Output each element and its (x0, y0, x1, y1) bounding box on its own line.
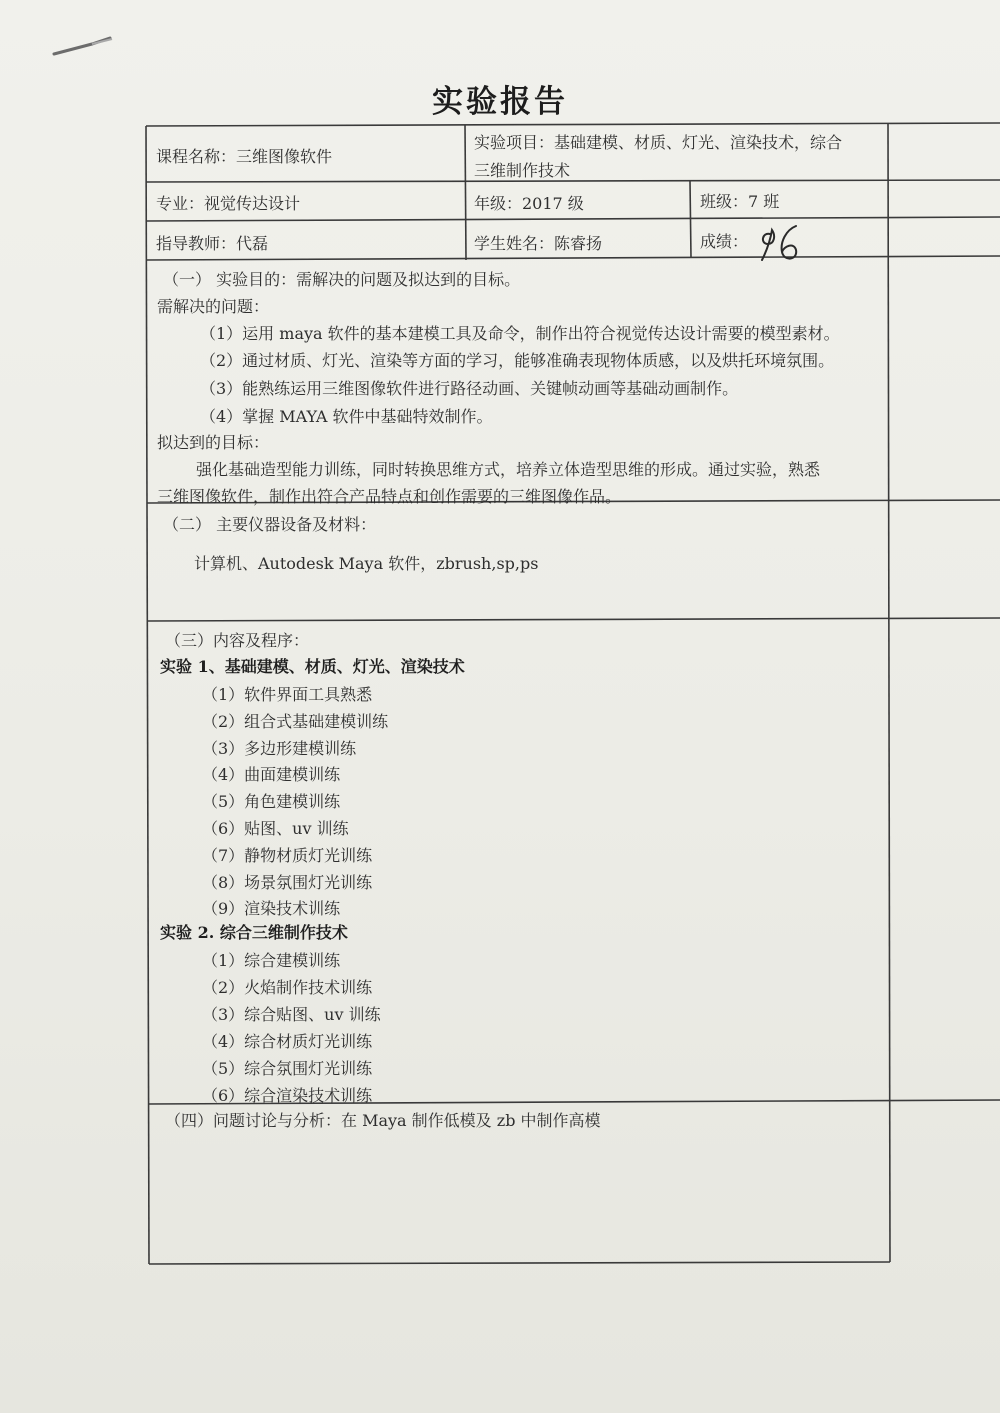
project-line-2: 三维制作技术 (474, 161, 571, 180)
list-item: （2）火焰制作技术训练 (202, 978, 373, 997)
project-line-1: 实验项目：基础建模、材质、灯光、渲染技术，综合 (474, 133, 843, 152)
problem-item: （1）运用 maya 软件的基本建模工具及命令，制作出符合视觉传达设计需要的模型素材。 (200, 324, 840, 343)
list-item: （5）角色建模训练 (202, 792, 341, 812)
experiment2-list (202, 948, 381, 1110)
problem-item: （3）能熟练运用三维图像软件进行路径动画、关键帧动画等基础动画制作。 (200, 379, 739, 398)
goals-label: 拟达到的目标： (157, 433, 270, 452)
section2-heading: （二） 主要仪器设备及材料： (163, 515, 377, 534)
list-item: （7）静物材质灯光训练 (202, 845, 373, 865)
experiment1-list (202, 682, 388, 923)
list-item: （5）综合氛围灯光训练 (202, 1059, 373, 1078)
section4-heading: （四）问题讨论与分析：在 Maya 制作低模及 zb 中制作高模 (165, 1111, 601, 1130)
score-label: 成绩： (700, 232, 749, 251)
section1-heading: （一） 实验目的：需解决的问题及拟达到的目标。 (163, 270, 521, 289)
problem-item: （2）通过材质、灯光、渲染等方面的学习，能够准确表现物体质感，以及烘托环境氛围。 (200, 351, 835, 370)
teacher-field: 指导教师：代磊 (156, 234, 269, 253)
list-item: （6）贴图、uv 训练 (202, 818, 349, 838)
list-item: （4）曲面建模训练 (202, 765, 341, 785)
problem-item: （4）掌握 MAYA 软件中基础特效制作。 (200, 407, 493, 426)
list-item: （6）综合渲染技术训练 (202, 1086, 373, 1105)
list-item: （1）软件界面工具熟悉 (202, 685, 373, 704)
goal-line-2: 三维图像软件，制作出符合产品特点和创作需要的三维图像作品。 (157, 487, 622, 506)
list-item: （2）组合式基础建模训练 (202, 711, 389, 731)
year-field: 年级：2017 级 (474, 194, 584, 213)
list-item: （3）综合贴图、uv 训练 (202, 1005, 381, 1024)
staple-mark (52, 34, 116, 58)
equipment-list: 计算机、Autodesk Maya 软件，zbrush,sp,ps (194, 554, 539, 573)
list-item: （8）场景氛围灯光训练 (202, 872, 373, 892)
section3-heading: （三）内容及程序： (165, 631, 310, 650)
student-field: 学生姓名：陈睿扬 (474, 234, 603, 253)
list-item: （9）渲染技术训练 (202, 899, 341, 919)
handwritten-score (756, 222, 806, 264)
class-field: 班级：7 班 (700, 192, 780, 211)
major-field: 专业：视觉传达设计 (156, 194, 301, 213)
list-item: （4）综合材质灯光训练 (202, 1032, 373, 1051)
course-name: 课程名称：三维图像软件 (156, 147, 333, 166)
goal-line-1: 强化基础造型能力训练，同时转换思维方式，培养立体造型思维的形成。通过实验，熟悉 (196, 460, 821, 479)
problems-label: 需解决的问题： (157, 297, 270, 316)
report-title: 实验报告 (432, 84, 568, 120)
experiment2-title: 实验 2. 综合三维制作技术 (160, 923, 348, 942)
experiment1-title: 实验 1、基础建模、材质、灯光、渲染技术 (160, 657, 465, 676)
list-item: （1）综合建模训练 (202, 951, 341, 970)
list-item: （3）多边形建模训练 (202, 738, 357, 758)
